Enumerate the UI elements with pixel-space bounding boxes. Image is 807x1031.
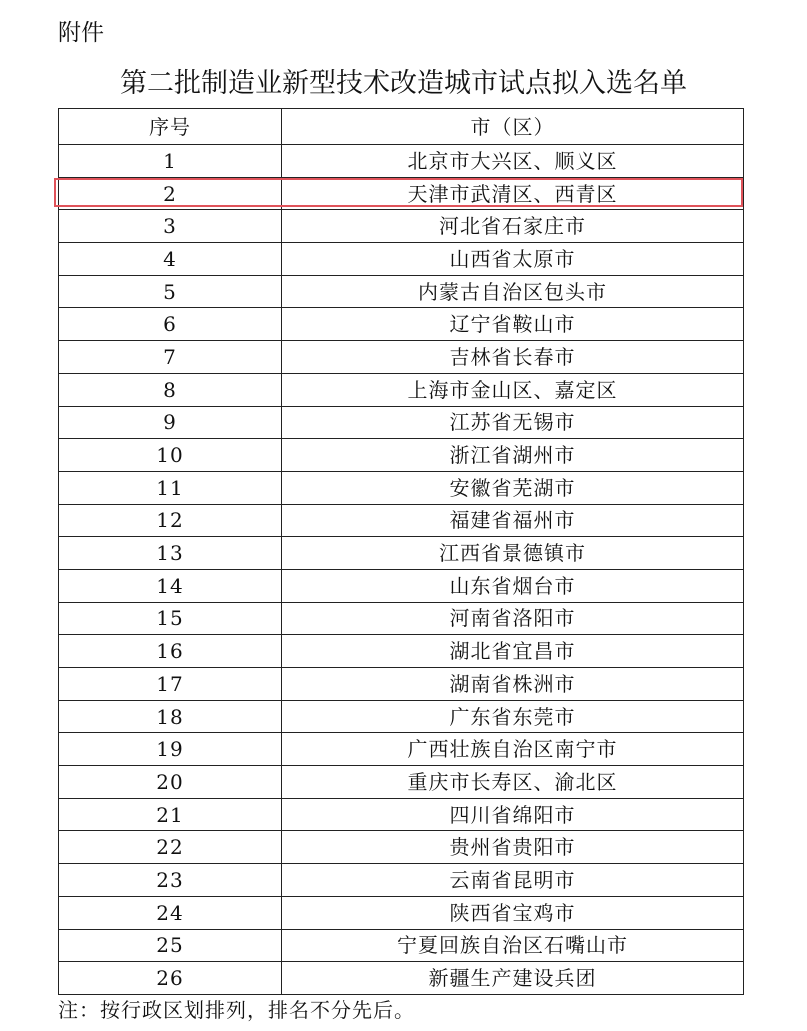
table-row: [59, 537, 744, 570]
table-row: [59, 439, 744, 472]
table-body: [59, 145, 744, 995]
table-row-highlighted: [59, 177, 744, 210]
city-cell: 湖南省株洲市: [282, 668, 744, 701]
table-row: [59, 766, 744, 799]
city-cell: 山东省烟台市: [282, 569, 744, 602]
document-title: 第二批制造业新型技术改造城市试点拟入选名单: [120, 68, 687, 99]
serial-number-cell: 12: [59, 504, 282, 537]
serial-number-cell: 22: [59, 831, 282, 864]
table-row: [59, 373, 744, 406]
city-cell: 福建省福州市: [282, 504, 744, 537]
serial-number-cell: 10: [59, 439, 282, 472]
table-row: [59, 700, 744, 733]
city-cell: 湖北省宜昌市: [282, 635, 744, 668]
serial-number-cell: 5: [59, 275, 282, 308]
footnote: 注：按行政区划排列，排名不分先后。: [58, 998, 415, 1022]
serial-number-cell: 7: [59, 341, 282, 374]
table-row: [59, 733, 744, 766]
serial-number-cell: 4: [59, 243, 282, 276]
serial-number-cell: 17: [59, 668, 282, 701]
table-row: [59, 210, 744, 243]
table-row: [59, 406, 744, 439]
city-cell: 山西省太原市: [282, 243, 744, 276]
serial-number-cell: 24: [59, 896, 282, 929]
serial-number-cell: 15: [59, 602, 282, 635]
table-row: [59, 471, 744, 504]
city-cell: 北京市大兴区、顺义区: [282, 145, 744, 178]
table-row: [59, 635, 744, 668]
serial-number-cell: 11: [59, 471, 282, 504]
table-row: [59, 896, 744, 929]
city-cell: 陕西省宝鸡市: [282, 896, 744, 929]
city-cell: 安徽省芜湖市: [282, 471, 744, 504]
serial-number-cell: 19: [59, 733, 282, 766]
table-row: [59, 962, 744, 995]
city-cell: 河南省洛阳市: [282, 602, 744, 635]
serial-number-cell: 16: [59, 635, 282, 668]
city-cell: 内蒙古自治区包头市: [282, 275, 744, 308]
header-serial-number: 序号: [59, 109, 282, 145]
table-row: [59, 864, 744, 897]
city-cell: 辽宁省鞍山市: [282, 308, 744, 341]
serial-number-cell: 21: [59, 798, 282, 831]
serial-number-cell: 3: [59, 210, 282, 243]
table-row: [59, 668, 744, 701]
table-row: [59, 145, 744, 178]
city-cell: 重庆市长寿区、渝北区: [282, 766, 744, 799]
serial-number-cell: 9: [59, 406, 282, 439]
table-row: [59, 504, 744, 537]
city-cell: 广西壮族自治区南宁市: [282, 733, 744, 766]
table-row: [59, 831, 744, 864]
city-cell: 江西省景德镇市: [282, 537, 744, 570]
serial-number-cell: 8: [59, 373, 282, 406]
serial-number-cell: 2: [59, 177, 282, 210]
serial-number-cell: 6: [59, 308, 282, 341]
serial-number-cell: 1: [59, 145, 282, 178]
table-row: [59, 569, 744, 602]
city-cell: 四川省绵阳市: [282, 798, 744, 831]
city-cell: 浙江省湖州市: [282, 439, 744, 472]
city-cell: 宁夏回族自治区石嘴山市: [282, 929, 744, 962]
city-cell: 广东省东莞市: [282, 700, 744, 733]
city-cell: 天津市武清区、西青区: [282, 177, 744, 210]
serial-number-cell: 25: [59, 929, 282, 962]
city-cell: 吉林省长春市: [282, 341, 744, 374]
table-row: [59, 798, 744, 831]
table-row: [59, 602, 744, 635]
candidate-list-table: [58, 108, 744, 995]
city-cell: 上海市金山区、嘉定区: [282, 373, 744, 406]
table-header-row: [59, 109, 744, 145]
city-cell: 江苏省无锡市: [282, 406, 744, 439]
serial-number-cell: 13: [59, 537, 282, 570]
attachment-label: 附件: [58, 20, 104, 46]
table-row: [59, 308, 744, 341]
serial-number-cell: 14: [59, 569, 282, 602]
serial-number-cell: 18: [59, 700, 282, 733]
serial-number-cell: 23: [59, 864, 282, 897]
table-row: [59, 929, 744, 962]
city-cell: 贵州省贵阳市: [282, 831, 744, 864]
header-city-district: 市（区）: [282, 109, 744, 145]
serial-number-cell: 20: [59, 766, 282, 799]
table-row: [59, 341, 744, 374]
serial-number-cell: 26: [59, 962, 282, 995]
city-cell: 河北省石家庄市: [282, 210, 744, 243]
city-cell: 云南省昆明市: [282, 864, 744, 897]
table-row: [59, 243, 744, 276]
table-row: [59, 275, 744, 308]
city-cell: 新疆生产建设兵团: [282, 962, 744, 995]
